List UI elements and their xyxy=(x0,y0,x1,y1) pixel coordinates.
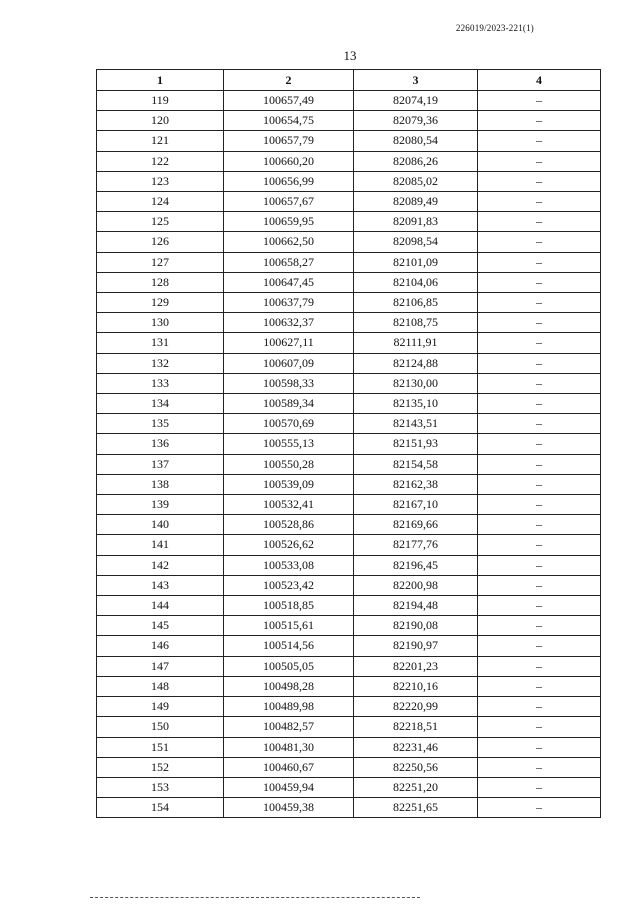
point-number-cell: 124 xyxy=(97,192,224,212)
note-cell: – xyxy=(478,333,601,353)
point-number-cell: 152 xyxy=(97,757,224,777)
coordinate-y-cell: 82177,76 xyxy=(354,535,478,555)
coordinate-y-cell: 82124,88 xyxy=(354,353,478,373)
point-number-cell: 146 xyxy=(97,636,224,656)
coordinate-x-cell: 100589,34 xyxy=(224,394,354,414)
note-cell: – xyxy=(478,454,601,474)
note-cell: – xyxy=(478,394,601,414)
point-number-cell: 140 xyxy=(97,515,224,535)
coordinates-table xyxy=(96,69,601,818)
table-row xyxy=(97,454,601,474)
point-number-cell: 144 xyxy=(97,596,224,616)
table-row xyxy=(97,192,601,212)
coordinate-y-cell: 82074,19 xyxy=(354,91,478,111)
table-row xyxy=(97,474,601,494)
coordinate-y-cell: 82196,45 xyxy=(354,555,478,575)
note-cell: – xyxy=(478,697,601,717)
table-row xyxy=(97,293,601,313)
coordinate-y-cell: 82210,16 xyxy=(354,676,478,696)
coordinate-x-cell: 100481,30 xyxy=(224,737,354,757)
table-row xyxy=(97,434,601,454)
table-row xyxy=(97,616,601,636)
note-cell: – xyxy=(478,353,601,373)
coordinate-y-cell: 82231,46 xyxy=(354,737,478,757)
coordinate-x-cell: 100656,99 xyxy=(224,171,354,191)
column-header-3: 3 xyxy=(354,70,478,91)
coordinate-x-cell: 100658,27 xyxy=(224,252,354,272)
note-cell: – xyxy=(478,636,601,656)
table-row xyxy=(97,737,601,757)
table-row xyxy=(97,414,601,434)
coordinate-y-cell: 82079,36 xyxy=(354,111,478,131)
point-number-cell: 137 xyxy=(97,454,224,474)
note-cell: – xyxy=(478,192,601,212)
coordinate-x-cell: 100657,67 xyxy=(224,192,354,212)
table-row xyxy=(97,212,601,232)
table-row xyxy=(97,777,601,797)
coordinate-x-cell: 100654,75 xyxy=(224,111,354,131)
table-row xyxy=(97,757,601,777)
point-number-cell: 145 xyxy=(97,616,224,636)
note-cell: – xyxy=(478,414,601,434)
table-row xyxy=(97,91,601,111)
coordinate-x-cell: 100637,79 xyxy=(224,293,354,313)
table-row xyxy=(97,656,601,676)
note-cell: – xyxy=(478,151,601,171)
coordinate-y-cell: 82250,56 xyxy=(354,757,478,777)
coordinate-x-cell: 100662,50 xyxy=(224,232,354,252)
point-number-cell: 126 xyxy=(97,232,224,252)
point-number-cell: 149 xyxy=(97,697,224,717)
note-cell: – xyxy=(478,676,601,696)
point-number-cell: 125 xyxy=(97,212,224,232)
page-number: 13 xyxy=(343,48,357,63)
table-row xyxy=(97,798,601,818)
coordinate-y-cell: 82085,02 xyxy=(354,171,478,191)
point-number-cell: 153 xyxy=(97,777,224,797)
note-cell: – xyxy=(478,495,601,515)
coordinate-y-cell: 82200,98 xyxy=(354,575,478,595)
note-cell: – xyxy=(478,656,601,676)
table-row xyxy=(97,555,601,575)
table-row xyxy=(97,535,601,555)
coordinate-x-cell: 100539,09 xyxy=(224,474,354,494)
coordinate-x-cell: 100550,28 xyxy=(224,454,354,474)
coordinate-y-cell: 82190,08 xyxy=(354,616,478,636)
point-number-cell: 130 xyxy=(97,313,224,333)
note-cell: – xyxy=(478,474,601,494)
coordinate-x-cell: 100459,94 xyxy=(224,777,354,797)
point-number-cell: 131 xyxy=(97,333,224,353)
note-cell: – xyxy=(478,737,601,757)
coordinate-y-cell: 82086,26 xyxy=(354,151,478,171)
coordinate-x-cell: 100526,62 xyxy=(224,535,354,555)
coordinate-x-cell: 100505,05 xyxy=(224,656,354,676)
table-header xyxy=(97,70,601,91)
table-row xyxy=(97,636,601,656)
coordinate-y-cell: 82091,83 xyxy=(354,212,478,232)
coordinate-x-cell: 100482,57 xyxy=(224,717,354,737)
table-row xyxy=(97,111,601,131)
point-number-cell: 139 xyxy=(97,495,224,515)
point-number-cell: 150 xyxy=(97,717,224,737)
table-row xyxy=(97,252,601,272)
coordinate-x-cell: 100647,45 xyxy=(224,272,354,292)
table-row xyxy=(97,131,601,151)
header-row xyxy=(97,70,601,91)
point-number-cell: 120 xyxy=(97,111,224,131)
footer-divider xyxy=(90,897,420,899)
coordinate-x-cell: 100515,61 xyxy=(224,616,354,636)
note-cell: – xyxy=(478,798,601,818)
coordinate-y-cell: 82098,54 xyxy=(354,232,478,252)
coordinate-x-cell: 100523,42 xyxy=(224,575,354,595)
coordinate-y-cell: 82104,06 xyxy=(354,272,478,292)
coordinate-y-cell: 82169,66 xyxy=(354,515,478,535)
coordinate-y-cell: 82130,00 xyxy=(354,373,478,393)
table-body xyxy=(97,91,601,818)
table-row xyxy=(97,515,601,535)
point-number-cell: 148 xyxy=(97,676,224,696)
coordinate-y-cell: 82106,85 xyxy=(354,293,478,313)
coordinate-x-cell: 100659,95 xyxy=(224,212,354,232)
coordinate-y-cell: 82201,23 xyxy=(354,656,478,676)
point-number-cell: 122 xyxy=(97,151,224,171)
note-cell: – xyxy=(478,616,601,636)
table-row xyxy=(97,333,601,353)
table-row xyxy=(97,171,601,191)
note-cell: – xyxy=(478,575,601,595)
table-row xyxy=(97,313,601,333)
note-cell: – xyxy=(478,212,601,232)
coordinate-y-cell: 82167,10 xyxy=(354,495,478,515)
coordinate-y-cell: 82251,20 xyxy=(354,777,478,797)
table-row xyxy=(97,717,601,737)
coordinate-x-cell: 100532,41 xyxy=(224,495,354,515)
coordinate-y-cell: 82251,65 xyxy=(354,798,478,818)
note-cell: – xyxy=(478,313,601,333)
coordinate-y-cell: 82135,10 xyxy=(354,394,478,414)
note-cell: – xyxy=(478,111,601,131)
note-cell: – xyxy=(478,232,601,252)
coordinate-x-cell: 100657,49 xyxy=(224,91,354,111)
point-number-cell: 123 xyxy=(97,171,224,191)
coordinate-x-cell: 100627,11 xyxy=(224,333,354,353)
coordinate-x-cell: 100533,08 xyxy=(224,555,354,575)
point-number-cell: 135 xyxy=(97,414,224,434)
point-number-cell: 136 xyxy=(97,434,224,454)
point-number-cell: 129 xyxy=(97,293,224,313)
coordinate-y-cell: 82108,75 xyxy=(354,313,478,333)
coordinate-y-cell: 82151,93 xyxy=(354,434,478,454)
note-cell: – xyxy=(478,171,601,191)
note-cell: – xyxy=(478,757,601,777)
table-row xyxy=(97,394,601,414)
table-row xyxy=(97,676,601,696)
note-cell: – xyxy=(478,535,601,555)
coordinate-x-cell: 100489,98 xyxy=(224,697,354,717)
coordinate-x-cell: 100632,37 xyxy=(224,313,354,333)
note-cell: – xyxy=(478,555,601,575)
point-number-cell: 154 xyxy=(97,798,224,818)
note-cell: – xyxy=(478,434,601,454)
point-number-cell: 127 xyxy=(97,252,224,272)
coordinate-x-cell: 100518,85 xyxy=(224,596,354,616)
point-number-cell: 151 xyxy=(97,737,224,757)
column-header-2: 2 xyxy=(224,70,354,91)
coordinate-x-cell: 100657,79 xyxy=(224,131,354,151)
column-header-1: 1 xyxy=(97,70,224,91)
coordinate-x-cell: 100498,28 xyxy=(224,676,354,696)
coordinate-x-cell: 100460,67 xyxy=(224,757,354,777)
point-number-cell: 138 xyxy=(97,474,224,494)
coordinate-x-cell: 100528,86 xyxy=(224,515,354,535)
coordinate-x-cell: 100555,13 xyxy=(224,434,354,454)
note-cell: – xyxy=(478,272,601,292)
coordinate-y-cell: 82111,91 xyxy=(354,333,478,353)
coordinate-y-cell: 82190,97 xyxy=(354,636,478,656)
point-number-cell: 132 xyxy=(97,353,224,373)
table-row xyxy=(97,353,601,373)
table-row xyxy=(97,232,601,252)
note-cell: – xyxy=(478,596,601,616)
point-number-cell: 147 xyxy=(97,656,224,676)
point-number-cell: 133 xyxy=(97,373,224,393)
table-row xyxy=(97,697,601,717)
point-number-cell: 128 xyxy=(97,272,224,292)
point-number-cell: 119 xyxy=(97,91,224,111)
coordinate-y-cell: 82089,49 xyxy=(354,192,478,212)
column-header-4: 4 xyxy=(478,70,601,91)
point-number-cell: 121 xyxy=(97,131,224,151)
note-cell: – xyxy=(478,373,601,393)
note-cell: – xyxy=(478,515,601,535)
coordinate-y-cell: 82080,54 xyxy=(354,131,478,151)
document-reference: 226019/2023-221(1) xyxy=(455,23,534,33)
point-number-cell: 134 xyxy=(97,394,224,414)
note-cell: – xyxy=(478,252,601,272)
coordinate-y-cell: 82194,48 xyxy=(354,596,478,616)
coordinate-y-cell: 82162,38 xyxy=(354,474,478,494)
coordinate-y-cell: 82101,09 xyxy=(354,252,478,272)
note-cell: – xyxy=(478,717,601,737)
note-cell: – xyxy=(478,131,601,151)
table-row xyxy=(97,495,601,515)
table-row xyxy=(97,151,601,171)
note-cell: – xyxy=(478,293,601,313)
point-number-cell: 141 xyxy=(97,535,224,555)
table-row xyxy=(97,575,601,595)
table-row xyxy=(97,272,601,292)
coordinate-x-cell: 100607,09 xyxy=(224,353,354,373)
point-number-cell: 142 xyxy=(97,555,224,575)
coordinate-y-cell: 82143,51 xyxy=(354,414,478,434)
coordinate-x-cell: 100598,33 xyxy=(224,373,354,393)
note-cell: – xyxy=(478,777,601,797)
table-row xyxy=(97,373,601,393)
coordinate-y-cell: 82220,99 xyxy=(354,697,478,717)
coordinate-y-cell: 82154,58 xyxy=(354,454,478,474)
coordinate-x-cell: 100459,38 xyxy=(224,798,354,818)
coordinate-x-cell: 100570,69 xyxy=(224,414,354,434)
point-number-cell: 143 xyxy=(97,575,224,595)
coordinate-x-cell: 100660,20 xyxy=(224,151,354,171)
note-cell: – xyxy=(478,91,601,111)
coordinate-x-cell: 100514,56 xyxy=(224,636,354,656)
coordinate-y-cell: 82218,51 xyxy=(354,717,478,737)
table-row xyxy=(97,596,601,616)
